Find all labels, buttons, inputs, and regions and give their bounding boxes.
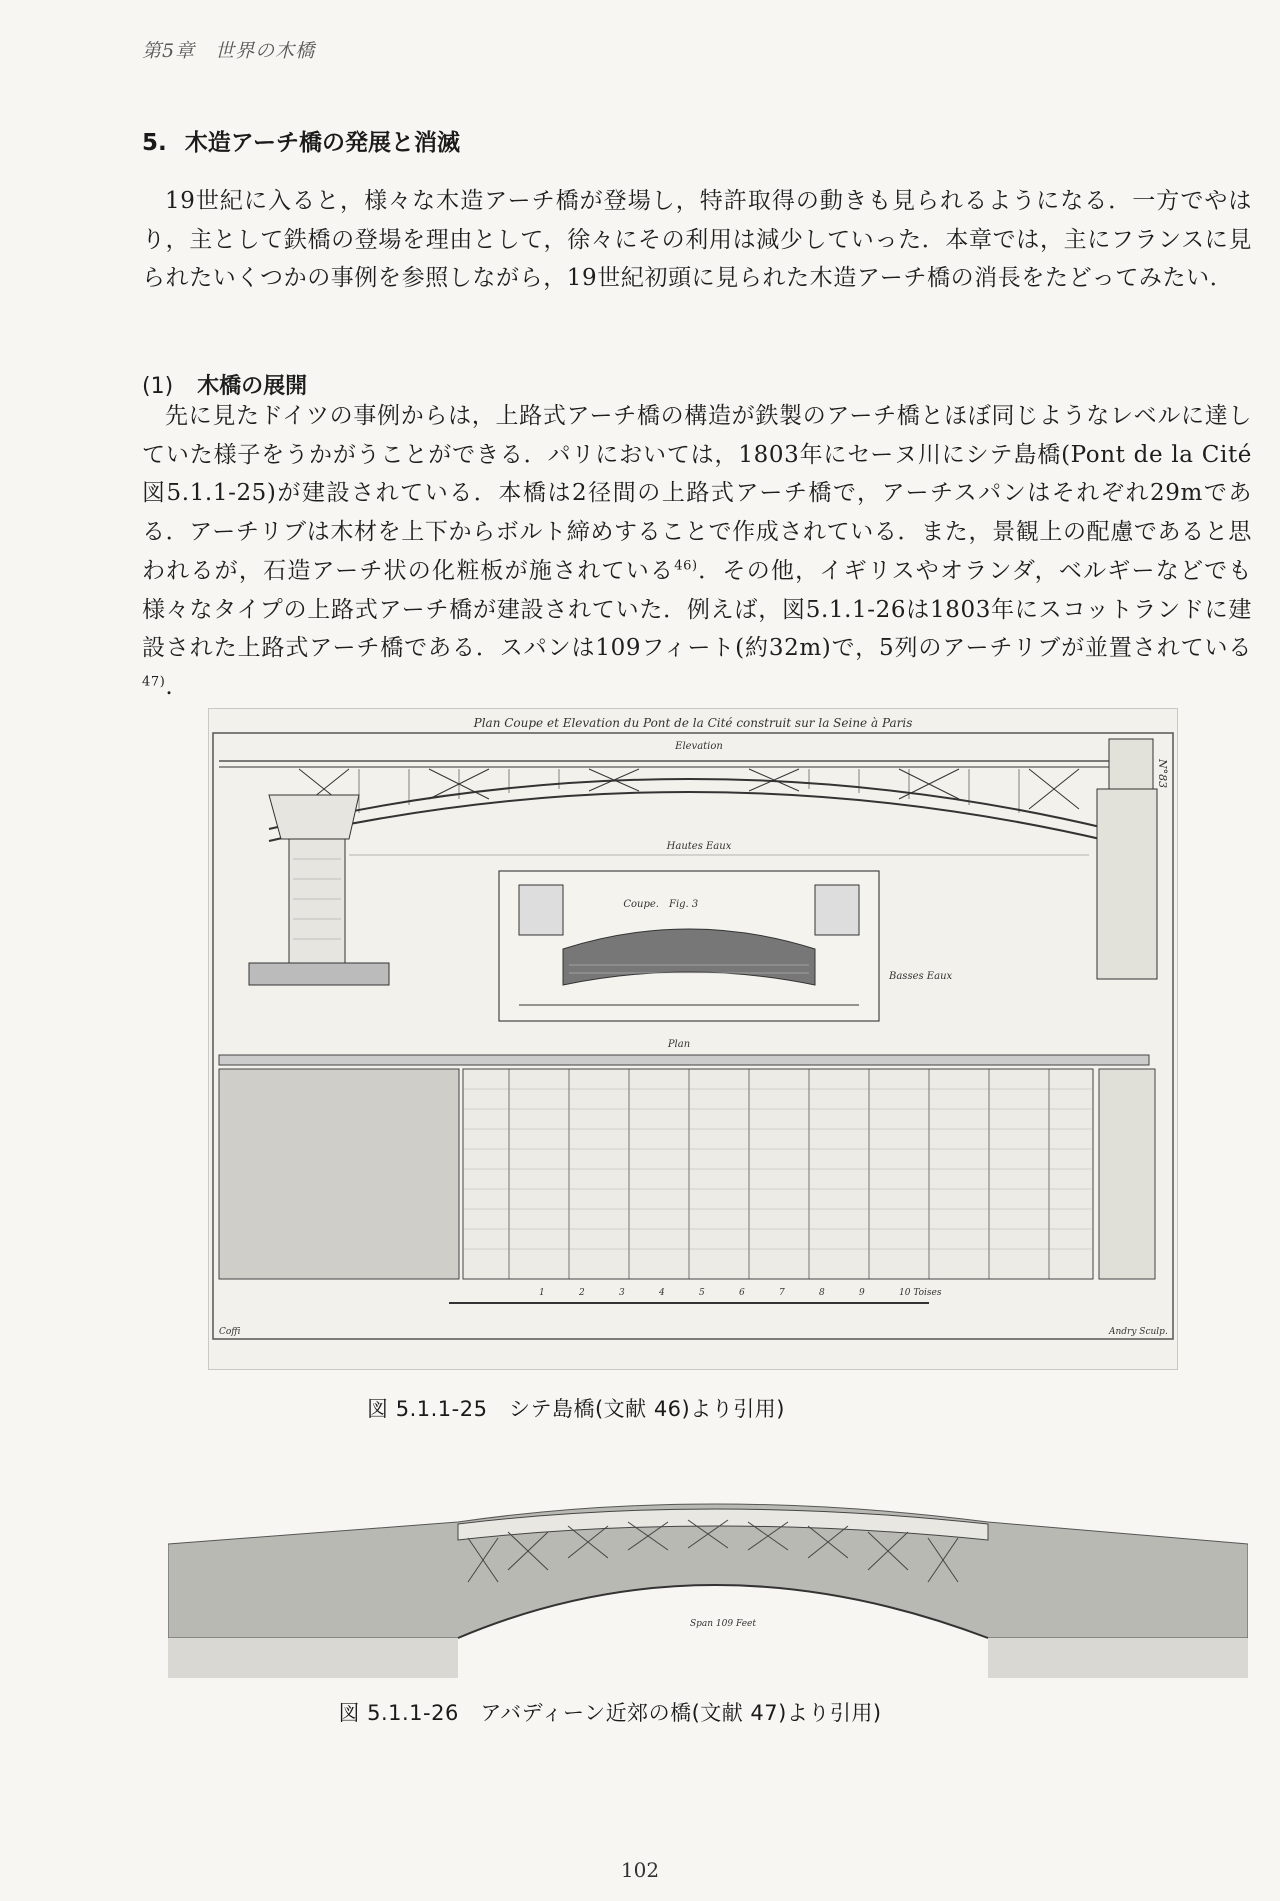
body-text-1: 先に見たドイツの事例からは，上路式アーチ橋の構造が鉄製のアーチ橋とほぼ同じようなレベルに達していた様子をうかがうことができる．パリにおいては，1803年にセーヌ川にシテ島橋(Pont de la Cité 図5.1.1-25)が建設されている．本橋は2径間の上路式アーチ橋で，アーチスパンはそれぞれ29mである．アーチリブは木材を上下からボルト締めすることで作成されている．また，景観上の配慮であると思われるが，石造アーチ状の化粧板が施されている bbox=[142, 403, 1276, 584]
scale-8: 8 bbox=[819, 1288, 825, 1298]
plan-drawing bbox=[219, 1055, 1155, 1279]
subsection-number: (1) bbox=[142, 374, 174, 399]
subsection-title bbox=[142, 369, 307, 400]
scale-9: 9 bbox=[859, 1288, 865, 1298]
section-title-text: 木造アーチ橋の発展と消滅 bbox=[184, 130, 461, 156]
scale-10: 10 Toises bbox=[899, 1288, 942, 1298]
scale-1: 1 bbox=[539, 1288, 545, 1298]
section-label: Coupe. bbox=[623, 899, 659, 910]
cross-section-inset bbox=[499, 871, 953, 1021]
reference-46: 46) bbox=[674, 558, 698, 574]
scale-5: 5 bbox=[699, 1288, 705, 1298]
figure2-caption: 図 5.1.1-26 アバディーン近郊の橋(文献 47)より引用) bbox=[338, 1701, 882, 1725]
plate-title: Plan Coupe et Elevation du Pont de la Cité construit sur la Seine à Paris bbox=[473, 716, 913, 730]
fig3-label: Fig. 3 bbox=[669, 899, 699, 910]
span-label: Span 109 Feet bbox=[689, 1619, 757, 1629]
scale-4: 4 bbox=[659, 1288, 665, 1298]
high-water-label: Hautes Eaux bbox=[666, 841, 732, 852]
scale-3: 3 bbox=[619, 1288, 625, 1298]
section-title bbox=[142, 124, 460, 157]
body-text-3: . bbox=[165, 673, 174, 700]
subsection-title-text: 木橋の展開 bbox=[197, 374, 308, 399]
right-abutment bbox=[1097, 739, 1157, 979]
body-paragraph bbox=[142, 397, 1276, 707]
scale-2: 2 bbox=[579, 1288, 585, 1298]
running-header: 第5章 世界の木橋 bbox=[142, 40, 316, 62]
scale-7: 7 bbox=[779, 1288, 785, 1298]
figure1-caption: 図 5.1.1-25 シテ島橋(文献 46)より引用) bbox=[367, 1397, 785, 1421]
scale-bar bbox=[449, 1288, 942, 1303]
low-water-label: Basses Eaux bbox=[889, 971, 953, 982]
plate-number: N°83 bbox=[1156, 759, 1169, 789]
section-number: 5. bbox=[142, 130, 167, 156]
figure-aberdeen-bridge bbox=[168, 1492, 1248, 1692]
intro-paragraph: 19世紀に入ると，様々な木造アーチ橋が登場し，特許取得の動きも見られるようになる．一方でやはり，主として鉄橋の登場を理由として，徐々にその利用は減少していった．本章では，主にフランスに見られたいくつかの事例を参照しながら，19世紀初頭に見られた木造アーチ橋の消長をたどってみたい． bbox=[142, 188, 1252, 292]
reference-47: 47) bbox=[142, 674, 166, 690]
stone-pier bbox=[249, 795, 389, 985]
scale-6: 6 bbox=[739, 1288, 745, 1298]
engraver-left: Coffi bbox=[219, 1327, 241, 1337]
body-text-2: ．その他，イギリスやオランダ，ベルギーなどでも様々なタイプの上路式アーチ橋が建設されていた．例えば，図5.1.1-26は1803年にスコットランドに建設された上路式アーチ橋である．スパンは109フィート(約32m)で，5列のアーチリブが並置されている bbox=[142, 557, 1252, 662]
page-number: 102 bbox=[620, 1858, 660, 1882]
engraver-right: Andry Sculp. bbox=[1109, 1327, 1168, 1337]
figure-pont-de-la-cite bbox=[208, 708, 1178, 1370]
plan-label: Plan bbox=[667, 1039, 691, 1050]
elevation-label: Elevation bbox=[675, 741, 723, 752]
